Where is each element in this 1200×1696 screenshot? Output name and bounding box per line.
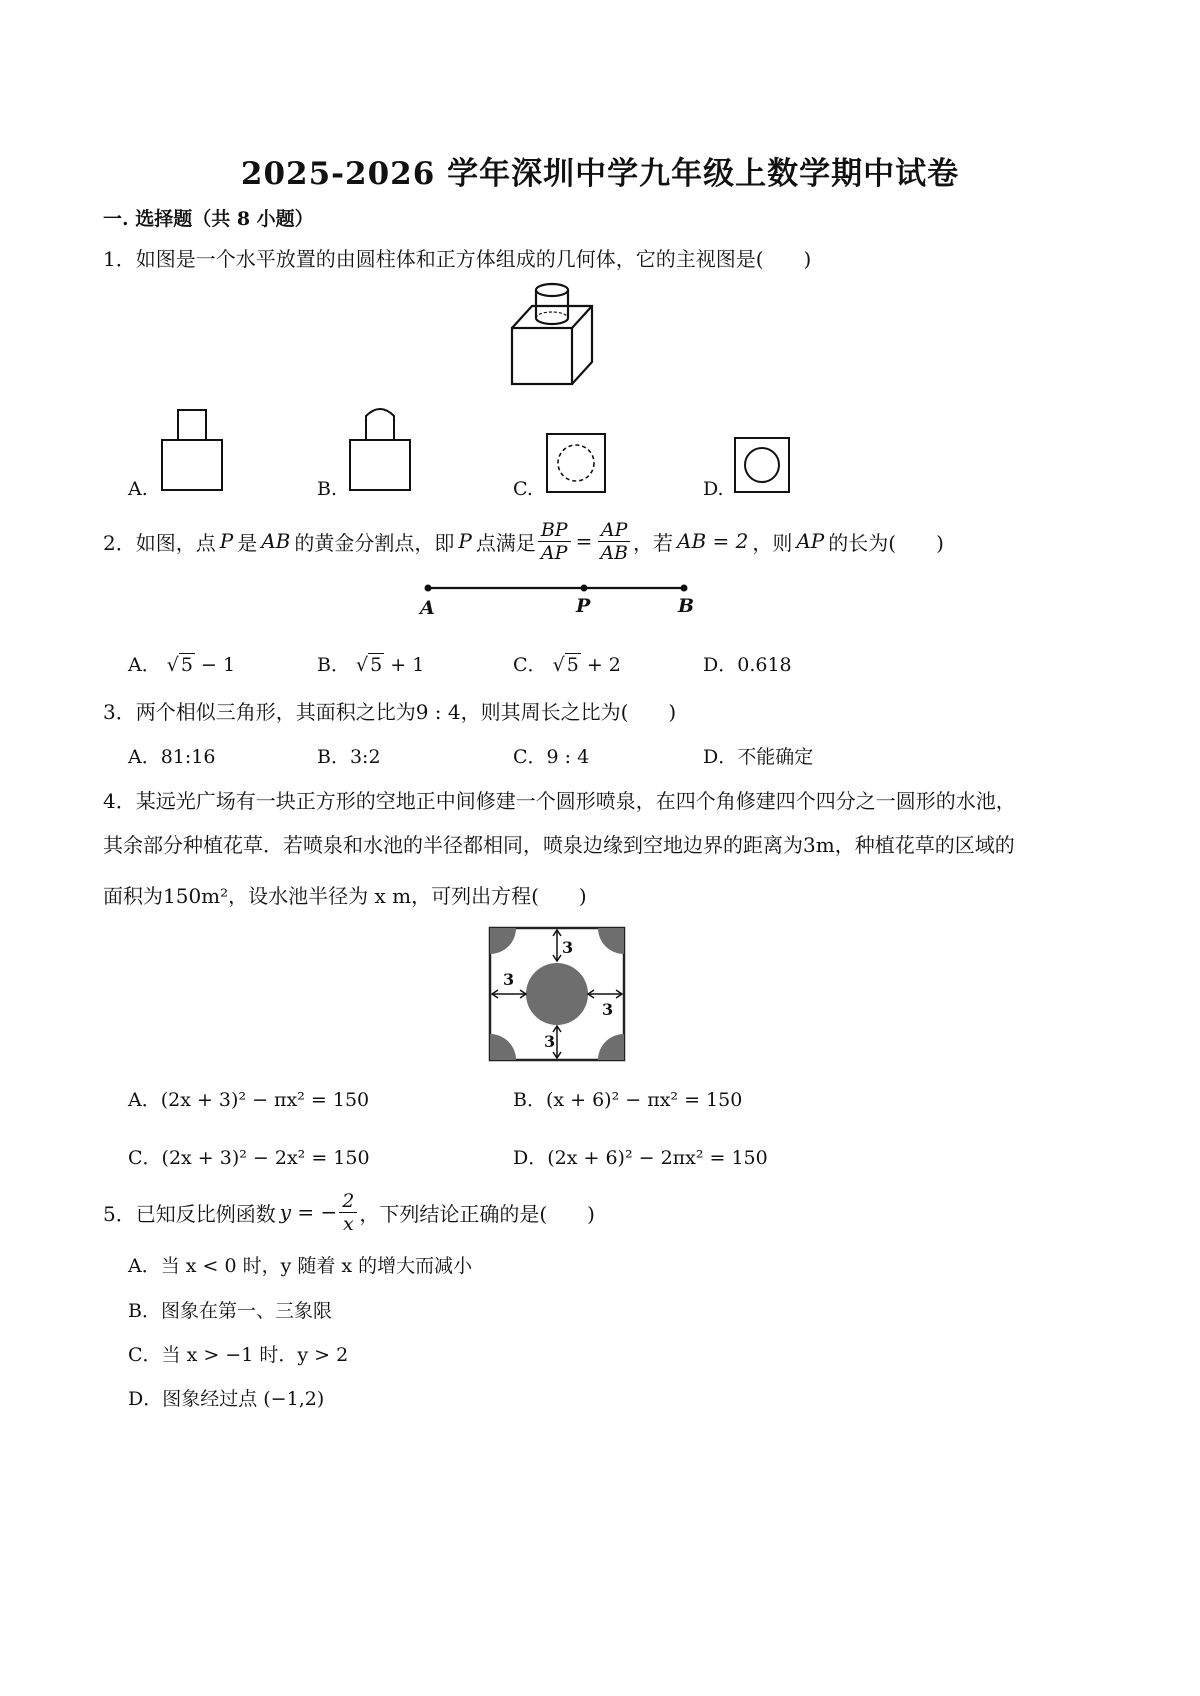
q3-option-c: C．9 : 4 bbox=[513, 746, 590, 768]
q2-point-p2: P bbox=[458, 529, 472, 553]
q1-option-b-label: B. bbox=[317, 478, 338, 500]
q4-dim-right: 3 bbox=[602, 1000, 614, 1019]
q5-function-lhs: y = − bbox=[279, 1200, 338, 1224]
q2-mid4: ，若 bbox=[633, 530, 674, 555]
q5-option-c: C．当 x > −1 时．y > 2 bbox=[128, 1344, 349, 1366]
q5-option-d: D．图象经过点 (−1,2) bbox=[128, 1388, 325, 1410]
question-4-line-1: 4．某远光广场有一块正方形的空地正中间修建一个圆形喷泉，在四个角修建四个四分之一圆形的水池， bbox=[103, 789, 1016, 813]
q1-option-a-label: A. bbox=[128, 478, 148, 500]
q1-solid-figure bbox=[500, 280, 610, 390]
q2-option-b bbox=[317, 650, 424, 677]
q4-option-c: C．(2x + 3)² − 2x² = 150 bbox=[128, 1147, 370, 1169]
q2-label-a: A bbox=[420, 597, 435, 619]
q2-mid2: 的黄金分割点，即 bbox=[294, 530, 455, 555]
q2-point-p: P bbox=[219, 529, 234, 553]
q1-option-b-figure bbox=[348, 404, 412, 492]
q5-option-b: B．图象在第一、三象限 bbox=[128, 1300, 332, 1322]
q2-frac2-num: AP bbox=[598, 519, 631, 542]
q4-square-figure bbox=[488, 926, 628, 1064]
q2-pre: 2．如图，点 bbox=[103, 530, 216, 555]
q2-option-c-label: C． bbox=[513, 654, 547, 676]
section-heading: 一. 选择题（共 8 小题） bbox=[103, 208, 314, 230]
sqrt-icon: √ 5 bbox=[166, 654, 193, 676]
q2-option-c-radicand: 5 bbox=[566, 654, 579, 676]
page-title: 2025-2026 学年深圳中学九年级上数学期中试卷 bbox=[240, 156, 960, 192]
question-5-text bbox=[103, 1188, 595, 1236]
q2-post: 的长为( ) bbox=[828, 530, 944, 555]
q3-option-d: D．不能确定 bbox=[703, 746, 814, 768]
q4-dim-top: 3 bbox=[562, 938, 574, 957]
q5-fn-den: x bbox=[342, 1212, 354, 1235]
q2-option-d: D．0.618 bbox=[703, 654, 792, 676]
q2-option-b-label: B． bbox=[317, 654, 350, 676]
q2-frac2-den: AB bbox=[600, 541, 629, 564]
q5-pre: 5．已知反比例函数 bbox=[103, 1201, 276, 1226]
q4-dim-bottom: 3 bbox=[544, 1032, 556, 1051]
q2-option-b-radicand: 5 bbox=[370, 654, 383, 676]
q2-label-b: B bbox=[678, 595, 695, 617]
q5-option-a: A．当 x < 0 时，y 随着 x 的增大而减小 bbox=[128, 1255, 473, 1277]
q2-fraction-ap-ab bbox=[597, 519, 631, 564]
q1-option-a-figure bbox=[160, 408, 224, 492]
q1-option-d-label: D. bbox=[703, 478, 724, 500]
q2-option-c-rest: + 2 bbox=[580, 654, 621, 676]
q1-option-c-figure bbox=[545, 432, 607, 494]
q4-option-a: A．(2x + 3)² − πx² = 150 bbox=[128, 1089, 370, 1111]
q2-option-a-label: A． bbox=[128, 654, 161, 676]
q2-option-a-radicand: 5 bbox=[180, 654, 193, 676]
q2-option-c bbox=[513, 650, 621, 677]
q2-equals: = bbox=[575, 529, 593, 553]
q4-option-d: D．(2x + 6)² − 2πx² = 150 bbox=[513, 1147, 768, 1169]
q2-label-p: P bbox=[576, 595, 591, 617]
question-4-line-2: 其余部分种植花草．若喷泉和水池的半径都相同，喷泉边缘到空地边界的距离为3m，种植花草的区域的 bbox=[103, 833, 1015, 857]
q5-function-fraction bbox=[339, 1190, 357, 1235]
q2-mid3: 点满足 bbox=[475, 530, 536, 555]
q5-post: ，下列结论正确的是( ) bbox=[359, 1201, 595, 1226]
q1-option-c-label: C. bbox=[513, 478, 533, 500]
q2-segment-figure bbox=[418, 580, 698, 620]
q2-frac1-den: AP bbox=[540, 541, 568, 564]
q2-segment-ab: AB bbox=[261, 529, 291, 553]
question-2-text bbox=[103, 520, 944, 562]
q5-fn-num: 2 bbox=[339, 1190, 357, 1213]
q4-option-b: B．(x + 6)² − πx² = 150 bbox=[513, 1089, 743, 1111]
q2-mid5: ，则 bbox=[752, 530, 793, 555]
sqrt-icon: √ 5 bbox=[552, 654, 579, 676]
q2-mid1: 是 bbox=[237, 530, 258, 555]
q3-option-a: A．81:16 bbox=[128, 746, 216, 768]
q2-condition: AB = 2 bbox=[677, 529, 749, 553]
q2-option-b-rest: + 1 bbox=[384, 654, 425, 676]
question-4-line-3: 面积为150m²，设水池半径为 x m，可列出方程( ) bbox=[103, 884, 587, 908]
question-1-text: 1．如图是一个水平放置的由圆柱体和正方体组成的几何体，它的主视图是( ) bbox=[103, 247, 812, 271]
sqrt-icon: √ 5 bbox=[356, 654, 383, 676]
q4-dim-left: 3 bbox=[503, 970, 515, 989]
question-3-text: 3．两个相似三角形，其面积之比为9 : 4，则其周长之比为( ) bbox=[103, 700, 677, 724]
q2-frac1-num: BP bbox=[538, 519, 571, 542]
q3-option-b: B．3:2 bbox=[317, 746, 381, 768]
q2-option-a bbox=[128, 650, 235, 677]
q1-option-d-figure bbox=[733, 436, 791, 494]
q2-ap: AP bbox=[796, 529, 825, 553]
q2-option-a-rest: − 1 bbox=[194, 654, 236, 676]
q2-fraction-bp-ap bbox=[538, 519, 571, 564]
